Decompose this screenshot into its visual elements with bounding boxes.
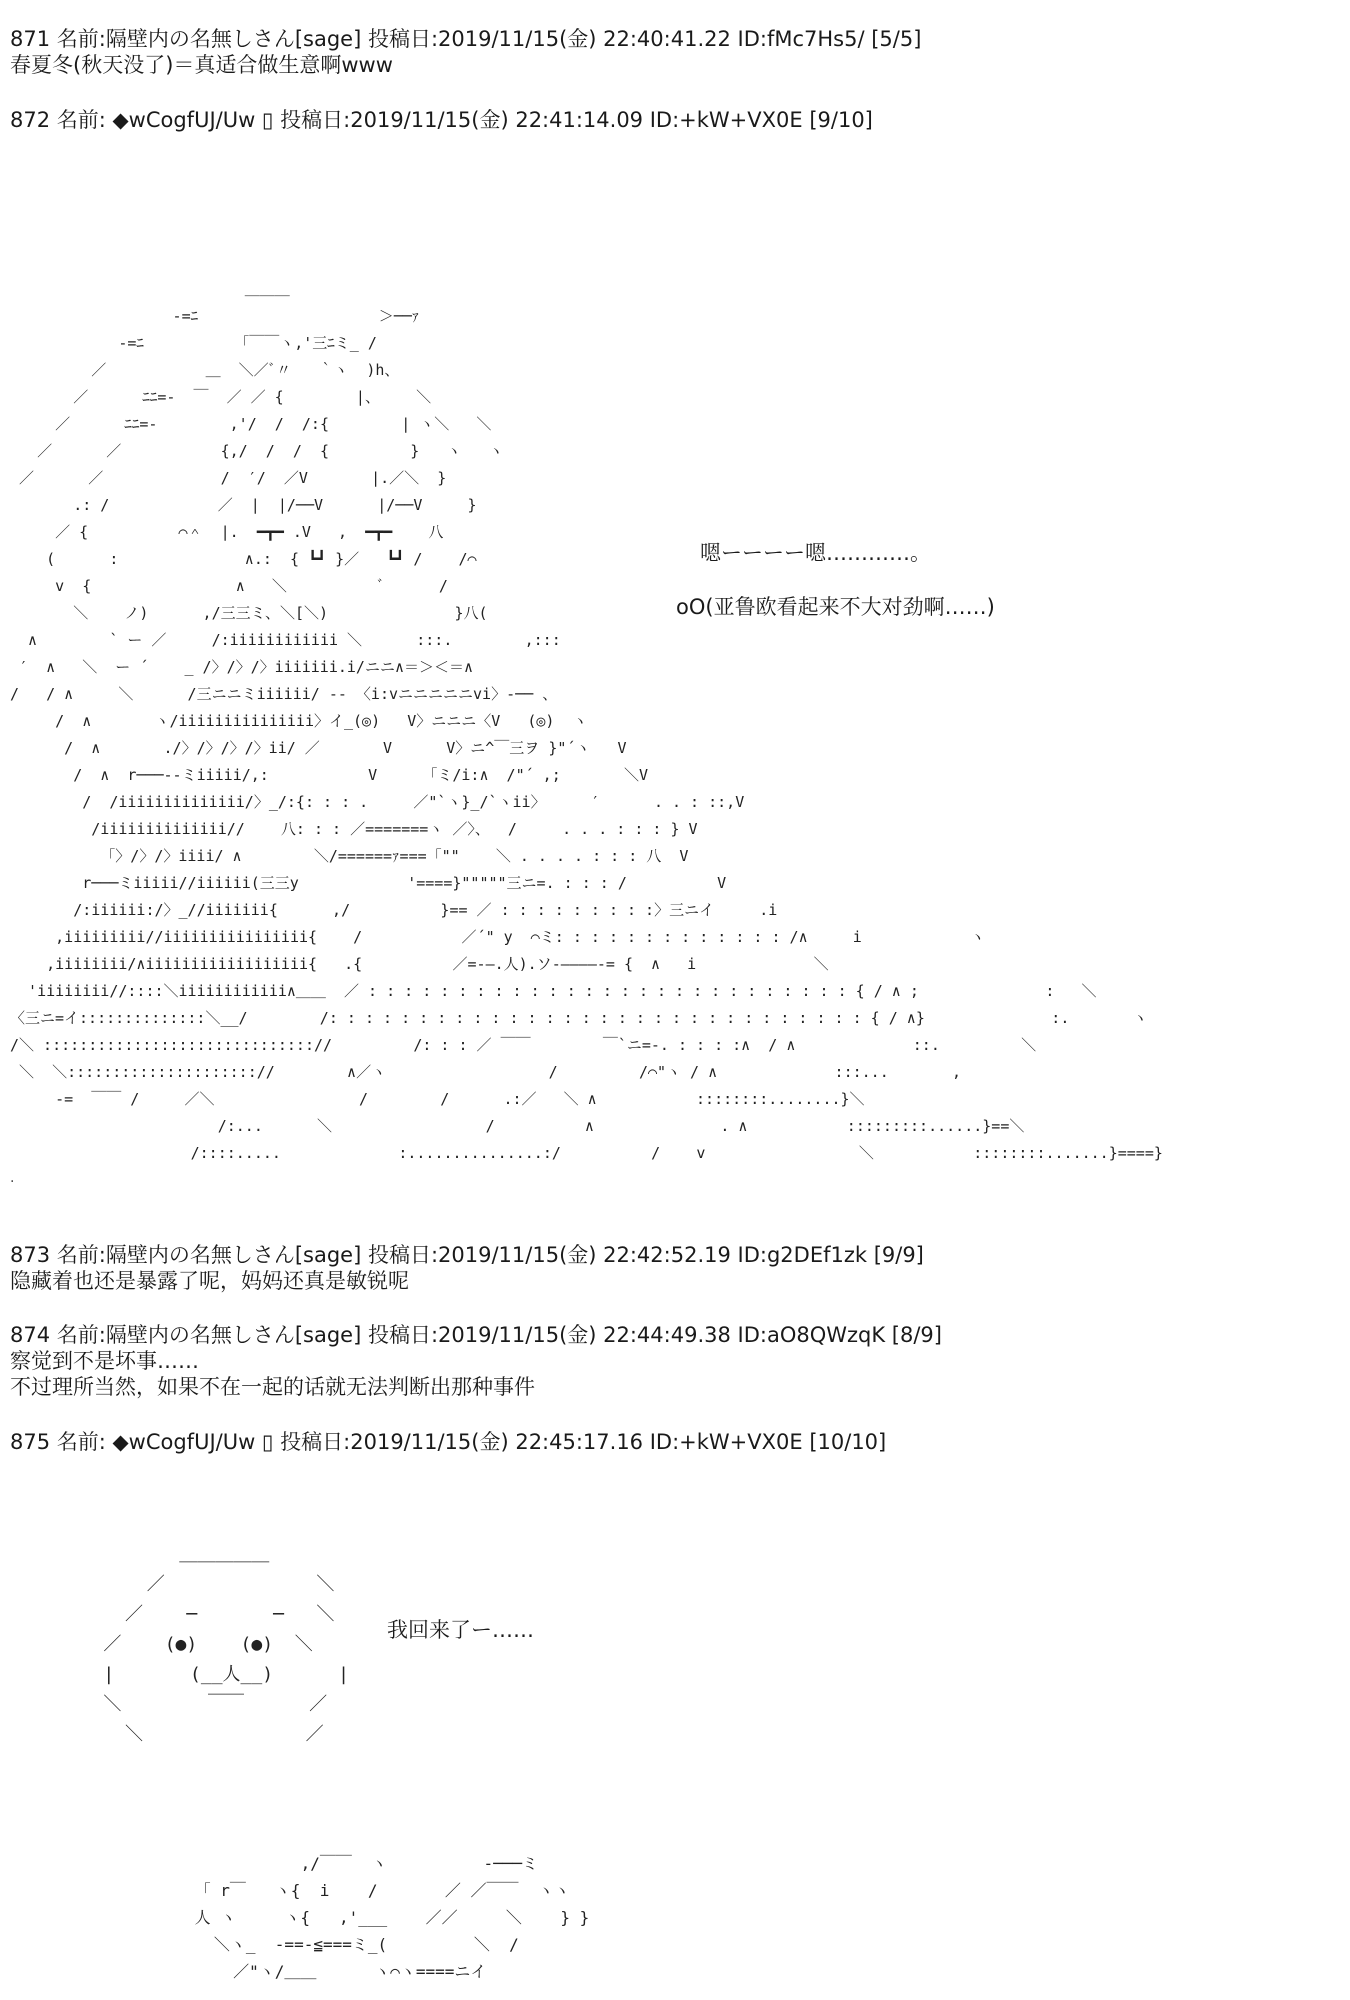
post-874-header: 874 名前:隔壁内の名無しさん[sage] 投稿日:2019/11/15(金) 22:44:49.38 ID:aO8QWzqK [8/9]	[10, 1323, 942, 1347]
post-875-header: 875 名前: ◆wCogfUJ/Uw ▯ 投稿日:2019/11/15(金) 22:45:17.16 ID:+kW+VX0E [10/10]	[10, 1430, 887, 1454]
post-873-line-1: 隐藏着也还是暴露了呢，妈妈还真是敏锐呢	[10, 1269, 409, 1293]
post-873-header: 873 名前:隔壁内の名無しさん[sage] 投稿日:2019/11/15(金) 22:42:52.19 ID:g2DEf1zk [9/9]	[10, 1243, 924, 1267]
post-874-line-2: 不过理所当然，如果不在一起的话就无法判断出那种事件	[10, 1375, 535, 1399]
ascii-art-bottom-figure: ,/￣￣ ヽ -───ミ 「 r￣ ヽ{ i / ／ ／￣￣ ヽヽ 人 ヽ ヽ{ ,'___ ／／ ＼ } } ＼ヽ_ -==-≦===ミ_( ＼ / ／"ヽ/＿＿ ヽ⌒ヽ====ニイ	[194, 1854, 590, 1981]
separator-dot: .	[10, 1170, 15, 1186]
post-875-art-line-1: 我回来了ー……	[387, 1618, 534, 1642]
post-871-line-1: 春夏冬(秋天没了)＝真适合做生意啊www	[10, 53, 393, 77]
post-872-art-line-2: oO(亚鲁欧看起来不大对劲啊……)	[676, 595, 995, 619]
ascii-art-mother-figure: ＿＿＿ -=ﾆ ＞──ｧ -=ﾆ 「￣￣ヽ,'三ﾆミ_ / ／ ＿ ＼／ﾞ〃 ｀ヽ )h、 ／ ﾆﾆ=- ￣ ／ ／ { |、 ＼ ／ ﾆﾆ=- ,'/ / /:{ | ヽ＼ ＼ ／ ／ {,/ / / { } ヽ ヽ ／ ／ / ′/ ／V |.／＼ } .: / ／ | |/──V |/──V } ／ { ⌒＾ |. ━┳━ .V , ━┳━ 八 ( : ∧.: { ┗┛ }／ ┗┛ / /⌒ v { ∧ ＼ ﾞ / ＼ ノ) ,/三三ミ、＼[＼) }八( ∧ ` ー ／ /:iiiiiiiiiiii ＼ :::. ,::: ′ ∧ ＼ ー ´ _ /〉/〉/〉iiiiiii.i/ニニ∧＝＞＜＝∧ / / ∧ ＼ /三ニニミiiiiii/ -- 〈i:vニニニニニvi〉-── 、 / ∧ ヽ/iiiiiiiiiiiiiii〉イ_(◎) V〉ニニニ〈V (◎) ヽ / ∧ ./〉/〉/〉/〉ii/ ／ V V〉ニ^￣三ヲ }"´ヽ V / ∧ r───--ミiiiii/,: V 「ミ/i:∧ /"´ ,; ＼V / /iiiiiiiiiiiiii/〉_/:{: : : . ／"`ヽ}_/`ヽii〉 ′ . . : ::,V /iiiiiiiiiiiiii// 八: : : ／=======ヽ ／〉、 / . . . : : : } V 「〉/〉/〉iiii/ ∧ ＼/======ｧ===「"" ＼ . . . . : : : 八 V r───ミiiiii//iiiiii(三三y '====}"""""三ニ=. : : : / V /:iiiiii:/〉_//iiiiiii{ ,/ }== ／ : : : : : : : : :〉三ニイ .i ,iiiiiiiii//iiiiiiiiiiiiiiii{ / ／´" y ⌒ミ: : : : : : : : : : : : : /∧ i ヽ ,iiiiiiii/∧iiiiiiiiiiiiiiiiii{ .{ ／=-―.人).ソ-――――-= { ∧ i ＼ 'iiiiiiii//::::＼iiiiiiiiiiii∧＿＿ ／ : : : : : : : : : : : : : : : : : : : : : : : : : : : { / ∧ ; : ＼ 〈三ニ=イ::::::::::::::＼__/ /: : : : : : : : : : : : : : : : : : : : : : : : : : : : : : { / ∧} :. ヽ /＼ ::::::::::::::::::::::::::::::// /: : : ／ ￣￣ ￣`ニ=-. : : : :∧ / ∧ ::. ＼ ＼ ＼:::::::::::::::::::::// ∧／ヽ / /⌒"ヽ / ∧ :::... , -= ￣￣ / ／＼ / / .:／ ＼ ∧ ::::::::........}＼ /:... ＼ / ∧ . ∧ :::::::::......}==＼ /::::..... :...............:/ / v ＼ ::::::::.......}====}	[10, 280, 1163, 1162]
post-871-header: 871 名前:隔壁内の名無しさん[sage] 投稿日:2019/11/15(金) 22:40:41.22 ID:fMc7Hs5/ [5/5]	[10, 27, 922, 51]
post-872-art-line-1: 嗯ーーーー嗯…………。	[700, 541, 931, 565]
post-872-header: 872 名前: ◆wCogfUJ/Uw ▯ 投稿日:2019/11/15(金) 22:41:14.09 ID:+kW+VX0E [9/10]	[10, 108, 873, 132]
ascii-art-yaruo-face: ＿＿＿＿＿ ／ ＼ ／ ─ ─ ＼ ／ (●) (●) ＼ | (__人__) | ＼ ￣￣ ／ ＼ ／	[103, 1544, 349, 1745]
post-874-line-1: 察觉到不是坏事……	[10, 1349, 199, 1373]
